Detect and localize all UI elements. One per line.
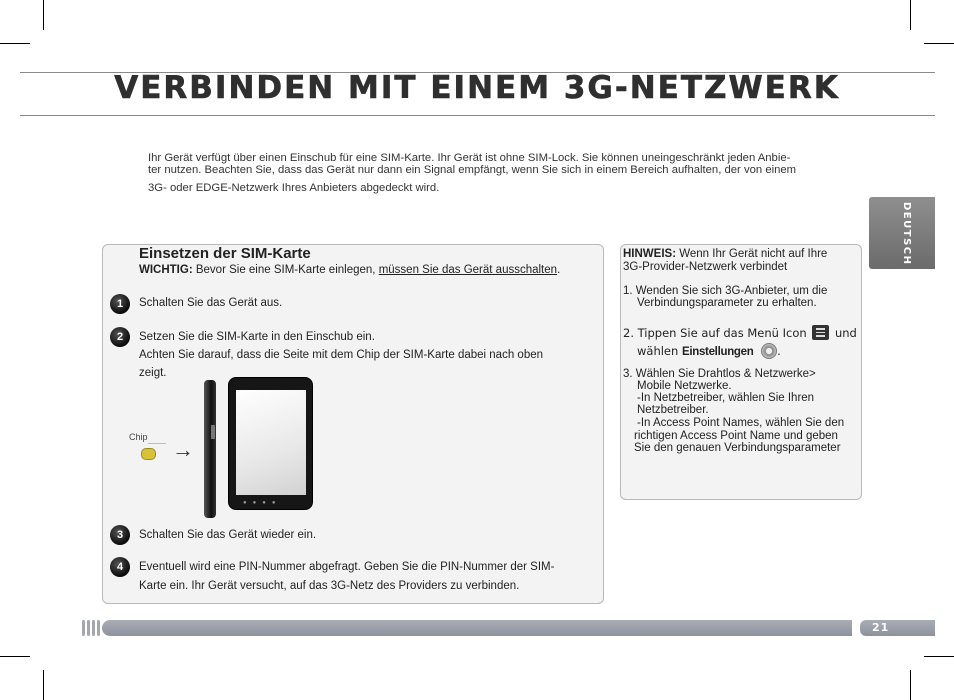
note-head-1: Wenn Ihr Gerät nicht auf Ihre: [679, 248, 828, 260]
note-step-2-text: 2. Tippen Sie auf das Menü Icon: [623, 326, 807, 340]
crop-mark: [43, 670, 44, 700]
warning-label: WICHTIG:: [139, 264, 193, 276]
warning-end: .: [557, 264, 561, 276]
crop-mark: [43, 0, 44, 30]
note-step-2-waehlen: wählen: [637, 344, 679, 358]
language-label: DEUTSCH: [901, 202, 912, 266]
title-rule-bottom: [20, 115, 935, 116]
step-badge-2: 2: [110, 327, 130, 347]
crop-mark: [0, 43, 30, 44]
warning-line: [139, 264, 560, 276]
intro-line: Ihr Gerät verfügt über einen Einschub für eine SIM-Karte. Ihr Gerät ist ohne SIM-Lock. Sie können uneingeschränkt jeden Anbie-: [148, 152, 791, 164]
step-badge-4: 4: [110, 557, 130, 577]
crop-mark: [0, 656, 30, 657]
note-step-2-und: und: [834, 326, 857, 340]
note-step-3e: -In Access Point Names, wählen Sie den: [637, 417, 845, 429]
warning-text: Bevor Sie eine SIM-Karte einlegen,: [195, 264, 376, 276]
footer-bar: [102, 620, 852, 636]
menu-icon: [812, 325, 829, 340]
settings-label: Einstellungen: [681, 346, 754, 358]
crop-mark: [910, 0, 911, 30]
note-label: HINWEIS:: [623, 248, 677, 260]
sim-chip-icon: [141, 448, 156, 460]
tablet-screen: [236, 390, 306, 495]
step-1-text: Schalten Sie das Gerät aus.: [139, 297, 283, 309]
step-2-line: zeigt.: [139, 367, 167, 379]
footer-stripes: [82, 620, 104, 636]
page-number: 21: [872, 621, 890, 634]
note-step-2b: [637, 343, 781, 359]
tablet-buttons-icon: ●●●●: [243, 500, 282, 506]
crop-mark: [910, 670, 911, 700]
note-step-3a: 3. Wählen Sie Drahtlos & Netzwerke>: [623, 368, 816, 380]
step-4-line: Karte ein. Ihr Gerät versucht, auf das 3G-Netz des Providers zu verbinden.: [139, 580, 520, 592]
step-2-text: [139, 328, 589, 382]
step-badge-1: 1: [110, 294, 130, 314]
chip-leader-line: [148, 443, 166, 444]
tablet-front-illustration: [228, 377, 313, 510]
note-step-3g: Sie den genauen Verbindungsparameter: [634, 442, 841, 454]
note-step-3c: -In Netzbetreiber, wählen Sie Ihren: [637, 392, 815, 404]
sim-slot-icon: [211, 425, 215, 439]
note-heading: [623, 248, 859, 274]
note-step-1b: Verbindungsparameter zu erhalten.: [637, 297, 817, 309]
crop-mark: [924, 43, 954, 44]
page-number-tab: [860, 620, 935, 636]
intro-paragraph: [148, 150, 863, 196]
step-2-line: Setzen Sie die SIM-Karte in den Einschub ein.: [139, 331, 375, 343]
intro-line: ter nutzen. Beachten Sie, dass das Gerät nur dann ein Signal empfängt, wenn Sie sich in einem Bereich aufhalten, der von einem: [148, 164, 797, 176]
chip-label: Chip: [129, 432, 148, 442]
note-step-3d: Netzbetreiber.: [637, 404, 709, 416]
note-step-2-end: .: [777, 344, 781, 358]
step-4-text: [139, 558, 589, 596]
intro-line: 3G- oder EDGE-Netzwerk Ihres Anbieters abgedeckt wird.: [148, 182, 440, 194]
note-step-1a: 1. Wenden Sie sich 3G-Anbieter, um die: [623, 285, 828, 297]
note-step-2a: [623, 325, 857, 340]
warning-underlined: müssen Sie das Gerät ausschalten: [378, 264, 558, 276]
step-badge-3: 3: [110, 525, 130, 545]
page-title: VERBINDEN MIT EINEM 3G-NETZWERK: [114, 70, 840, 106]
gear-icon: [761, 343, 777, 359]
language-tab: [869, 197, 935, 269]
note-step-3f: richtigen Access Point Name und geben: [634, 430, 838, 442]
crop-mark: [924, 656, 954, 657]
arrow-right-icon: →: [172, 437, 194, 462]
note-head-2: 3G-Provider-Netzwerk verbindet: [623, 261, 788, 273]
tablet-side-illustration: [204, 380, 216, 518]
step-4-line: Eventuell wird eine PIN-Nummer abgefragt. Geben Sie die PIN-Nummer der SIM-: [139, 561, 555, 573]
step-2-line: Achten Sie darauf, dass die Seite mit dem Chip der SIM-Karte dabei nach oben: [139, 349, 544, 361]
step-3-text: Schalten Sie das Gerät wieder ein.: [139, 529, 317, 541]
section-title: Einsetzen der SIM-Karte: [139, 245, 311, 262]
note-step-3b: Mobile Netzwerke.: [637, 380, 732, 392]
